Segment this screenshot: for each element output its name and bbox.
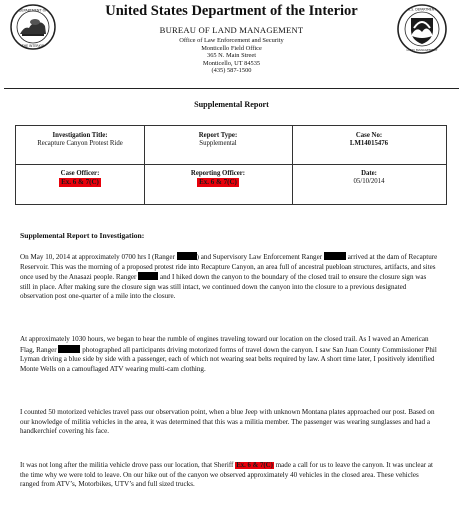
- case-officer-redaction: Ex. 6 & 7(C): [61, 178, 99, 187]
- redaction-block: [324, 252, 346, 260]
- reporting-officer-label: Reporting Officer:: [190, 170, 246, 177]
- svg-text:DEPARTMENT OF: DEPARTMENT OF: [18, 8, 48, 13]
- blm-seal-icon: [397, 4, 447, 54]
- redaction-block: [58, 345, 80, 353]
- case-info-table: [15, 125, 447, 205]
- paragraph-1: [20, 252, 438, 302]
- svg-text:LAND MANAGEMENT: LAND MANAGEMENT: [406, 48, 438, 52]
- paragraph-text: arrived at the dam of Recapture Reservoir. This was the morning of a proposed protest ride into Recapture Canyon, an area full of ancestral puebloan structures, artifacts, and sites once used by the Anasazi people. Ranger: [20, 253, 438, 282]
- report-type-value: Supplemental: [199, 140, 237, 148]
- office-line-1: Office of Law Enforcement and Security: [179, 37, 284, 44]
- paragraph-text: ) and Supervisory Law Enforcement Ranger: [196, 253, 323, 261]
- redaction-block: [138, 272, 158, 280]
- date-cell: [292, 170, 446, 186]
- case-no-label: Case No:: [355, 132, 383, 139]
- investigation-title-cell: [16, 132, 144, 148]
- section-heading: Supplemental Report to Investigation:: [20, 231, 145, 240]
- paragraph-text: photographed all participants driving motorized forms of travel down the canyon. I saw San Juan County Commissioner Phil Lyman driving a blue side by side with a passenger, each of which not wearing seat belts required by law. A short time later, I positively identified Monte Wells on a camouflaged ATV wearing multi-cam clothing.: [20, 345, 437, 373]
- report-title: Supplemental Report: [194, 100, 269, 109]
- paragraph-text: On May 10, 2014 at approximately 0700 hrs I (Ranger: [20, 253, 175, 261]
- header-rule: [4, 88, 459, 89]
- office-line-3: 365 N. Main Street: [207, 52, 256, 59]
- svg-text:U.S. DEPARTMENT: U.S. DEPARTMENT: [408, 7, 436, 12]
- interior-seal-icon: [10, 4, 56, 50]
- office-line-4: Monticello, UT 84535: [202, 59, 261, 67]
- paragraph-text: and I hiked down the canyon to the boundary of the closed trail to ensure the closure sign was still in place. After making sure the closure sign was still intact, we continued down the canyon into the closure to a previous designated observation post one-quarter of a mile into the closure.: [20, 273, 427, 301]
- case-no-cell: [292, 132, 446, 148]
- report-type-cell: [144, 132, 292, 148]
- office-line-2: Monticello Field Office: [201, 44, 262, 52]
- case-officer-cell: [16, 170, 144, 187]
- date-label: Date:: [361, 170, 377, 177]
- reporting-officer-redaction: Ex. 6 & 7(C): [199, 178, 237, 187]
- department-title: United States Department of the Interior: [105, 3, 358, 19]
- case-officer-label: Case Officer:: [60, 170, 100, 177]
- investigation-title-label: Investigation Title:: [52, 132, 108, 139]
- investigation-title-value: Recapture Canyon Protest Ride: [37, 140, 123, 148]
- redaction-block: [177, 252, 197, 260]
- reporting-officer-cell: [144, 170, 292, 187]
- sheriff-redaction: Ex. 6 & 7(C): [236, 462, 273, 469]
- paragraph-text: At approximately 1030 hours, we began to hear the rumble of engines traveling toward our location on the closed trail. As I waved an American Flag, Ranger: [20, 335, 429, 354]
- paragraph-text: It was not long after the militia vehicle drove pass our location, that Sheriff: [20, 461, 234, 469]
- svg-text:THE INTERIOR: THE INTERIOR: [21, 44, 45, 48]
- paragraph-text: made a call for us to leave the canyon. It was unclear at the time why we were told to leave. On our hike out of the canyon we observed approximately 40 vehicles in the closed area. These vehicles ranged from ATV’s, Motorbikes, UTV’s and full sized trucks.: [20, 461, 433, 489]
- paragraph-4: [20, 461, 438, 490]
- date-value: 05/10/2014: [353, 178, 385, 186]
- paragraph-3: I counted 50 motorized vehicles travel pass our observation point, when a blue Jeep with unknown Montana plates approached our post. Based on our knowledge of militia vehicles in the area, it was determined that this was a militia member. The passenger was wearing sunglasses and had a handkerchief covering his face.: [20, 408, 435, 436]
- case-no-value: LM14015476: [349, 140, 389, 148]
- table-divider: [16, 164, 446, 165]
- office-line-5: (435) 587-1500: [211, 67, 252, 74]
- report-type-label: Report Type:: [198, 132, 238, 139]
- bureau-name: BUREAU OF LAND MANAGEMENT: [159, 25, 304, 35]
- paragraph-2: [20, 335, 438, 374]
